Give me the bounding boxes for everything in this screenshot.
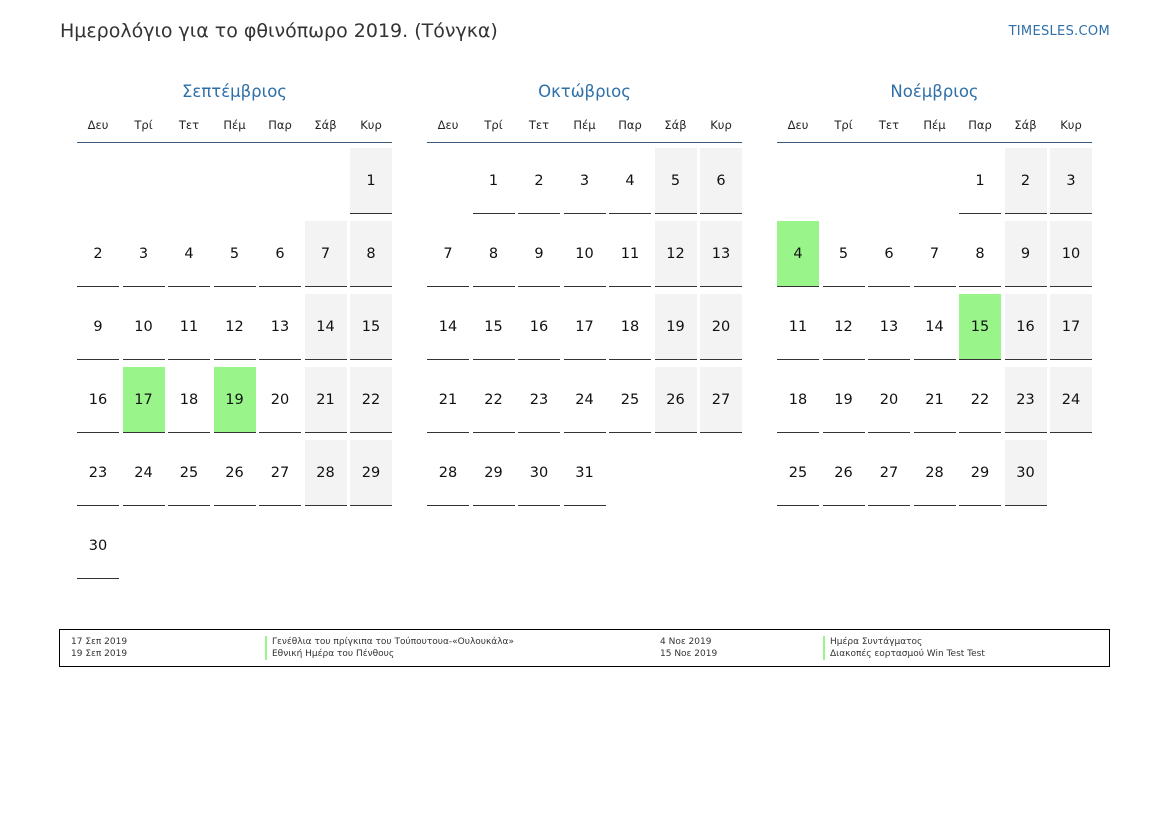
day-cell: 23 xyxy=(518,367,560,433)
day-cell: 27 xyxy=(868,440,910,506)
legend-right-dates xyxy=(660,636,717,660)
day-cell: 5 xyxy=(214,221,256,287)
month-title: Νοέμβριος xyxy=(890,82,979,101)
day-cell: 15 xyxy=(473,294,515,360)
day-cell: 22 xyxy=(350,367,392,433)
day-cell: 1 xyxy=(959,148,1001,214)
day-cell: 28 xyxy=(914,440,956,506)
legend-date: 4 Νοε 2019 xyxy=(660,637,712,647)
day-cell: 1 xyxy=(473,148,515,214)
day-cell: 9 xyxy=(1005,221,1047,287)
day-cell: 13 xyxy=(700,221,742,287)
weekday-label: Δευ xyxy=(787,118,809,132)
day-cell: 12 xyxy=(214,294,256,360)
day-cell: 30 xyxy=(77,513,119,579)
legend-date: 15 Νοε 2019 xyxy=(660,649,718,659)
day-cell: 10 xyxy=(564,221,606,287)
day-cell: 30 xyxy=(1005,440,1047,506)
day-cell: 27 xyxy=(259,440,301,506)
day-cell: 2 xyxy=(1005,148,1047,214)
day-cell: 22 xyxy=(959,367,1001,433)
legend-left-names xyxy=(265,636,514,660)
day-cell: 23 xyxy=(1005,367,1047,433)
day-cell: 11 xyxy=(777,294,819,360)
day-cell: 8 xyxy=(350,221,392,287)
day-cell: 11 xyxy=(609,221,651,287)
weekday-label: Σάβ xyxy=(664,118,687,132)
day-cell: 28 xyxy=(305,440,347,506)
day-cell: 14 xyxy=(305,294,347,360)
weekday-label: Κυρ xyxy=(710,118,732,132)
day-cell: 25 xyxy=(168,440,210,506)
day-cell: 13 xyxy=(259,294,301,360)
day-cell: 18 xyxy=(168,367,210,433)
month-title: Οκτώβριος xyxy=(538,82,631,101)
day-cell: 24 xyxy=(564,367,606,433)
day-cell: 18 xyxy=(609,294,651,360)
day-cell: 15 xyxy=(350,294,392,360)
day-cell: 20 xyxy=(700,294,742,360)
legend-date: 19 Σεπ 2019 xyxy=(71,649,128,659)
day-cell: 10 xyxy=(123,294,165,360)
day-cell: 3 xyxy=(1050,148,1092,214)
weekday-label: Πέμ xyxy=(923,118,946,132)
weekday-label: Τρί xyxy=(484,118,503,132)
weekday-label: Δευ xyxy=(437,118,459,132)
day-cell: 26 xyxy=(655,367,697,433)
day-cell: 3 xyxy=(123,221,165,287)
day-cell: 26 xyxy=(214,440,256,506)
day-cell: 16 xyxy=(77,367,119,433)
day-cell: 21 xyxy=(427,367,469,433)
day-cell: 7 xyxy=(427,221,469,287)
day-cell: 2 xyxy=(518,148,560,214)
day-cell: 31 xyxy=(564,440,606,506)
day-cell: 25 xyxy=(777,440,819,506)
weekday-label: Τρί xyxy=(134,118,153,132)
weekday-label: Παρ xyxy=(268,118,292,132)
day-cell: 29 xyxy=(473,440,515,506)
weekday-label: Κυρ xyxy=(360,118,382,132)
day-cell: 8 xyxy=(959,221,1001,287)
day-cell: 18 xyxy=(777,367,819,433)
day-cell: 20 xyxy=(259,367,301,433)
day-cell: 11 xyxy=(168,294,210,360)
weekday-header xyxy=(777,118,1092,142)
weekday-label: Τετ xyxy=(528,118,550,132)
weekday-header xyxy=(427,118,742,142)
day-cell: 21 xyxy=(914,367,956,433)
day-cell: 3 xyxy=(564,148,606,214)
day-cell: 12 xyxy=(655,221,697,287)
day-cell: 4 xyxy=(168,221,210,287)
day-cell: 21 xyxy=(305,367,347,433)
day-cell: 17 xyxy=(564,294,606,360)
day-cell: 2 xyxy=(77,221,119,287)
day-cell: 14 xyxy=(914,294,956,360)
day-cell: 1 xyxy=(350,148,392,214)
legend-holiday-name: Εθνική Ημέρα του Πένθους xyxy=(265,648,514,660)
weekday-header xyxy=(77,118,392,142)
day-cell: 5 xyxy=(823,221,865,287)
day-cell: 4 xyxy=(609,148,651,214)
day-cell: 24 xyxy=(123,440,165,506)
site-link[interactable]: TIMESLES.COM xyxy=(1008,24,1110,39)
day-cell: 17 xyxy=(123,367,165,433)
day-cell: 13 xyxy=(868,294,910,360)
day-cell: 5 xyxy=(655,148,697,214)
day-cell: 22 xyxy=(473,367,515,433)
header-divider xyxy=(427,142,742,143)
legend-holiday-name: Ημέρα Συντάγματος xyxy=(823,636,985,648)
legend-holiday-name: Γενέθλια του πρίγκιπα του Τούπουτουα-«Ουλουκάλα» xyxy=(265,636,514,648)
day-cell: 12 xyxy=(823,294,865,360)
weekday-label: Πέμ xyxy=(573,118,596,132)
day-cell: 19 xyxy=(214,367,256,433)
day-cell: 29 xyxy=(959,440,1001,506)
day-cell: 6 xyxy=(700,148,742,214)
weekday-label: Παρ xyxy=(618,118,642,132)
weekday-label: Κυρ xyxy=(1060,118,1082,132)
legend-date: 17 Σεπ 2019 xyxy=(71,637,128,647)
day-cell: 4 xyxy=(777,221,819,287)
day-cell: 6 xyxy=(868,221,910,287)
day-cell: 26 xyxy=(823,440,865,506)
day-cell: 9 xyxy=(77,294,119,360)
day-cell: 16 xyxy=(1005,294,1047,360)
day-cell: 19 xyxy=(655,294,697,360)
weekday-label: Πέμ xyxy=(223,118,246,132)
weekday-label: Τρί xyxy=(834,118,853,132)
day-cell: 23 xyxy=(77,440,119,506)
day-cell: 24 xyxy=(1050,367,1092,433)
day-cell: 7 xyxy=(914,221,956,287)
weekday-label: Σάβ xyxy=(314,118,337,132)
day-cell: 30 xyxy=(518,440,560,506)
weekday-label: Σάβ xyxy=(1014,118,1037,132)
header-divider xyxy=(777,142,1092,143)
day-cell: 25 xyxy=(609,367,651,433)
day-cell: 27 xyxy=(700,367,742,433)
day-cell: 29 xyxy=(350,440,392,506)
day-cell: 19 xyxy=(823,367,865,433)
day-cell: 8 xyxy=(473,221,515,287)
weekday-label: Παρ xyxy=(968,118,992,132)
header-divider xyxy=(77,142,392,143)
day-cell: 28 xyxy=(427,440,469,506)
holiday-legend xyxy=(59,629,1110,667)
day-cell: 14 xyxy=(427,294,469,360)
day-cell: 10 xyxy=(1050,221,1092,287)
page-title: Ημερολόγιο για το φθινόπωρο 2019. (Τόνγκα) xyxy=(60,20,498,42)
weekday-label: Τετ xyxy=(178,118,200,132)
day-cell: 17 xyxy=(1050,294,1092,360)
day-cell: 6 xyxy=(259,221,301,287)
legend-holiday-name: Διακοπές εορτασμού Win Test Test xyxy=(823,648,985,660)
day-cell: 7 xyxy=(305,221,347,287)
day-cell: 15 xyxy=(959,294,1001,360)
day-cell: 20 xyxy=(868,367,910,433)
weekday-label: Τετ xyxy=(878,118,900,132)
day-cell: 16 xyxy=(518,294,560,360)
day-cell: 9 xyxy=(518,221,560,287)
weekday-label: Δευ xyxy=(87,118,109,132)
legend-left-dates xyxy=(71,636,127,660)
legend-right-names xyxy=(823,636,985,660)
month-title: Σεπτέμβριος xyxy=(182,82,287,101)
